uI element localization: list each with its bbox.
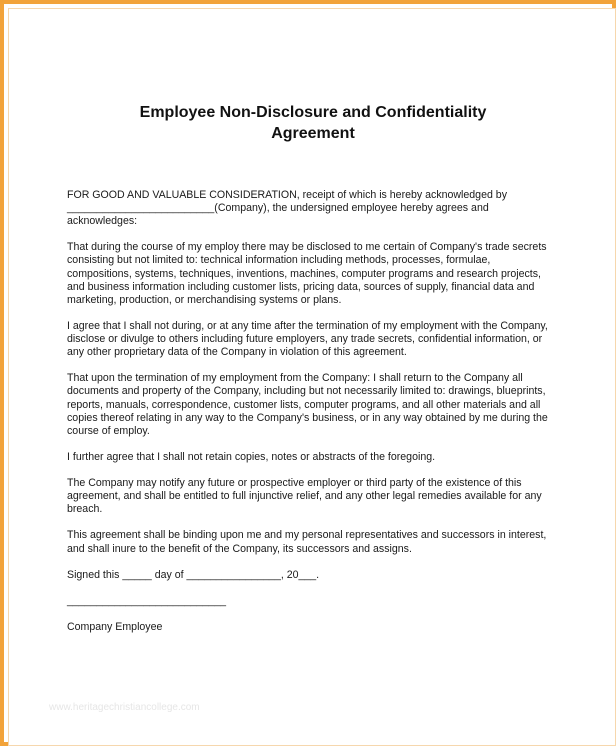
title-line-2: Agreement — [271, 125, 355, 142]
signature-line: ___________________________ — [67, 594, 227, 607]
paragraph-trade-secrets: That during the course of my employ there may be disclosed to me certain of Company's trade secrets consisting but not limited to: technical information including methods, processes, formulae, compositions, systems, techniques, inventions, machines, computer programs and research projects, and business information including customer lists, pricing data, sources of supply, financial data and marketing, production, or merchandising systems or plans. — [67, 241, 547, 306]
paragraph-non-disclosure: I agree that I shall not during, or at any time after the termination of my employment with the Company, disclose or divulge to others including future employers, any trade secrets, confidential information, or any other proprietary data of the Company in violation of this agreement. — [67, 319, 548, 359]
signature-label: Company Employee — [67, 621, 163, 634]
document-body — [67, 189, 557, 647]
paragraph-notification: The Company may notify any future or prospective employer or third party of the existence of this agreement, and shall be entitled to full injunctive relief, and any other legal remedies available for any breach. — [67, 477, 542, 516]
document-page — [8, 8, 616, 746]
paragraph-return-property: That upon the termination of my employment from the Company: I shall return to the Company all documents and property of the Company, including but not necessarily limited to: drawings, blueprints, reports, manuals, correspondence, customer lists, computer programs, and all other materials and all copies thereof relating in any way to the Company's business, or in any way obtained by me during the course of employ. — [67, 372, 548, 437]
title-line-1: Employee Non-Disclosure and Confidentiality — [139, 104, 487, 121]
signed-date-line: Signed this _____ day of ________________, 20___. — [67, 568, 320, 581]
document-title — [9, 102, 616, 144]
watermark: www.heritagechristiancollege.com — [49, 702, 200, 713]
paragraph-consideration: FOR GOOD AND VALUABLE CONSIDERATION, receipt of which is hereby acknowledged by _________________________(Company), the undersigned employee hereby agrees and acknowledges: — [67, 189, 507, 228]
paragraph-no-copies: I further agree that I shall not retain copies, notes or abstracts of the foregoing. — [67, 450, 436, 463]
paragraph-binding: This agreement shall be binding upon me and my personal representatives and successors in interest, and shall inure to the benefit of the Company, its successors and assigns. — [67, 529, 547, 555]
